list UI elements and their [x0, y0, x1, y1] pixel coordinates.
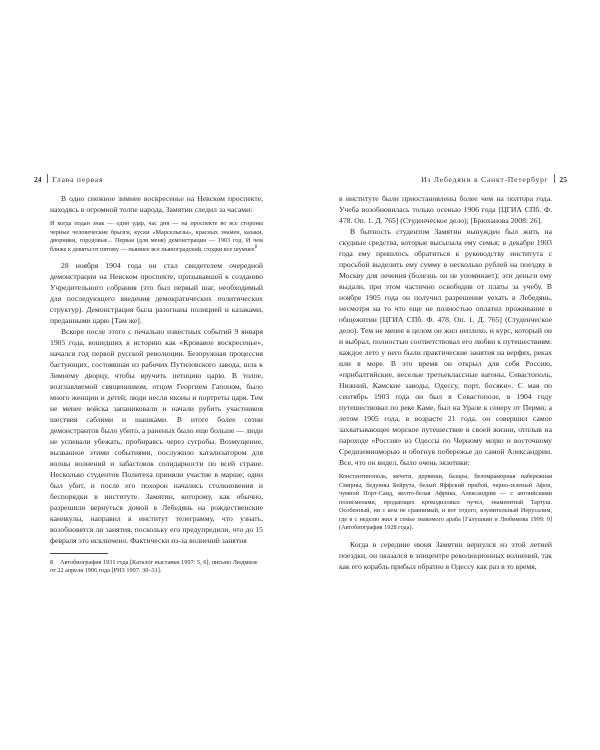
footnote-reference: 8: [254, 244, 258, 250]
right-running-header: [421, 174, 567, 184]
left-running-head: Глава первая: [52, 175, 104, 184]
right-page-body: [339, 193, 552, 572]
header-divider: [47, 174, 48, 183]
right-page-number: 25: [559, 175, 567, 184]
left-page-number: 24: [34, 175, 42, 184]
footnote-number: 8: [50, 558, 54, 566]
header-divider: [554, 174, 555, 183]
right-paragraph-2: В бытность студентом Замятин вынужден был жить на скудные средства, которые высылала ему семья; в декабре 1903 года ему пришлось обратиться к руководству института с просьбой выделить ему сумму в несколько рублей на поездку в Москву для лечения (болезнь он не упоминает); эти деньги ему выдали, при этом частично освободив от платы за учебу. В ноябре 1905 года он получил разрешение уехать в Лебедянь, несмотря на то что еще не полностью оплатил проживание в общежитии [ЦГИА СПб. Ф. 478. Оп. 1. Д. 765] (Студенческое дело). Тем не менее в целом он жил неплохо, и курс, который он и выбрал, полностью соответствовал его любви к путешествиям: каждое лето у него были практические занятия на верфях, рекax или в море. В это время он открыл для себя Россию, «прибалтийские, веселые третьеклассные вагоны, Севастополь, Нижний, Камские заводы, Одессу, порт, босяки». С мая по сентябрь 1903 года он был в Севастополе, в 1904 году путешествовал по реке Каме, был на Урале к северу от Перми; а летом 1905 года, в возрасте 21 года, он совершил самое захватывающее морское путешествие в своей жизни, отплыв на пароходе «Россия» из Одессы по Черному морю и восточному Средиземноморью и обогнув побережье до самой Александрии. Все, что он видел, было очень экзотики:: [339, 227, 552, 467]
right-paragraph-1: в институте были приостановлены более чем на полтора года. Учеба возобновилась только осенью 1906 года [ЦГИА СПб. Ф. 478. Оп. 1. Д. 765] (Студенческое дело); [Брюханова 2008: 26].: [339, 194, 552, 225]
left-paragraph-3: Вскоре после этого с печально известных событий 9 января 1905 года, вошедших в историю как «Кровавое воскресенье», начался год первой русской революции. Безоружная процессия бастующих, состоявшая из рабочих Путиловского завода, шла к Зимнему дворцу, чтобы вручить петицию царю. В толпе, возглавляемой священником, отцом Георгием Гапоном, было много женщин и детей; люди несли иконы и портреты царя. Тем не менее войска запаниковали и начали рубить участников шествия саблями и шашками. В итоге более сотни демонстрантов было убито, а раненых было еще больше — люди не успевали убежать, пробираясь через сугробы. Возмущение, вызванное этими событиями, послужило катализатором для волны волнений и забастовок солидарности по всей стране. Несколько студентов Политеха приняли участие в марше; один был убит, и после его похорон начались столкновения и беспорядки в институте. Замятин, которому, как обычно, разрешили вернуться домой в Лебедянь на рождественские каникулы, направил в институт телеграмму, что узнать, возобновятся ли занятия, поскольку его предупредили, что до 15 февраля это исключено. Фактически из-за волнений занятия: [50, 327, 263, 545]
left-quote-text: И когда подан знак — один удар, час дня — на проспекте во все стороны черные человеческие брызги, куски «Марсельезы», красных знамен, казаки, дворники, городовые... Первая (для меня) демонстрация — 1903 год. И чем ближе к девятьсот пятому — пьяннее все пьяноградский, сходки все шумнее: [50, 220, 263, 253]
footnote-rule: [50, 553, 108, 554]
left-running-header: [34, 174, 103, 184]
right-block-quote: Константинополь, мечети, дервиши, базары, беломраморная набережная Смирны, бедуины Бейрута, белый Яффский прибой, черно-зеленый Афон, чумной Порт-Саид, желто-белая Африка, Александрия — с английскими полисменами, продающих крокодиловых чучел, знаменитый Тартуш. Особенный, ни с кем не сравнимый, и вот отдого, изумительный Иерусалим, где я с неделю жил в семье знакомого араба [Галушкин и Любимова 1999: 9] (Автобиография 1928 года).: [339, 473, 552, 531]
left-paragraph-2: 28 ноября 1904 года он стал свидетелем очередной демонстрации на Невском проспекте, призывавшей к созданию Учредительного собрания (это был первый шаг, необходимый для последующего введения демократических политических структур). Демонстрация была разогнана полицией и казаками, преданными царю [Там же].: [50, 261, 263, 325]
footnote: [50, 559, 263, 576]
left-block-quote: [50, 220, 263, 254]
right-paragraph-3: Когда в середине июня Замятин вернулся из этой летней поездки, он оказался в эпицентре революционных волнений, так как его корабль прибыл обратно в Одессу как раз в то время,: [339, 539, 552, 571]
footnote-text: Автобиография 1931 года [Каталог выставки 1997: 5, 6]; письмо Людмиле от 22 апреля 1906 года [РНЗ 1997: 30–31].: [50, 558, 258, 575]
left-paragraph-1: В одно снежное зимнее воскресенье на Невском проспекте, находясь в огромной толпе народа, Замятин следил за часами:: [50, 194, 263, 214]
left-page-body: [50, 193, 263, 576]
right-running-head: Из Лебедяни в Санкт-Петербург: [421, 175, 549, 184]
